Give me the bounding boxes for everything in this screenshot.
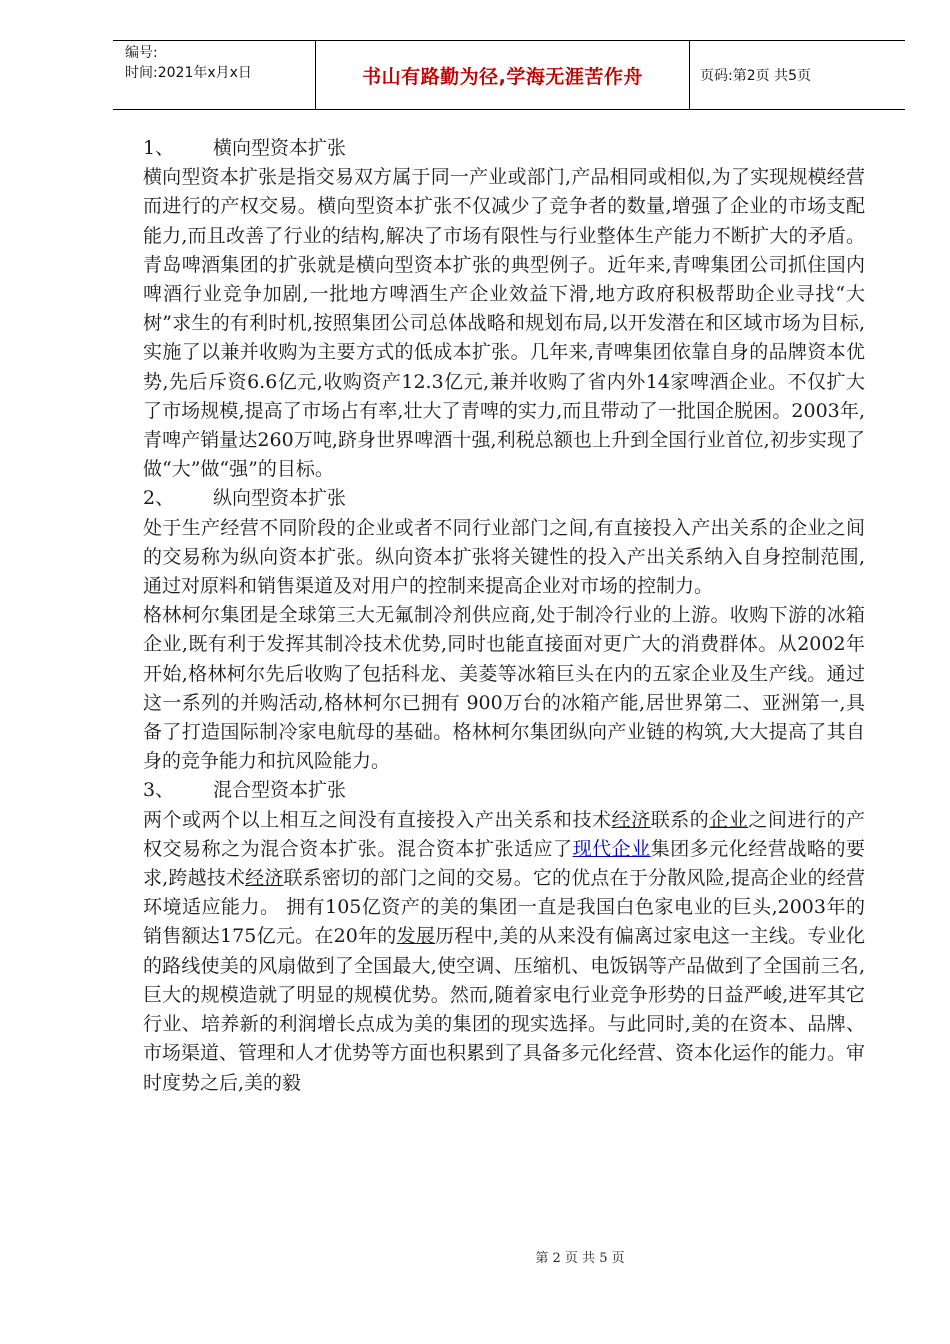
header-page-label: 页码:第2页 共5页 <box>700 68 811 84</box>
link-development[interactable]: 发展 <box>396 925 436 948</box>
page-footer: 第 2 页 共 5 页 <box>535 1251 625 1266</box>
number-label: 编号: <box>125 45 158 61</box>
page-header <box>113 40 905 110</box>
link-modern-enterprise[interactable]: 现代企业 <box>572 837 651 860</box>
paragraph: 横向型资本扩张是指交易双方属于同一产业或部门,产品相同或相似,为了实现规模经营而进行的产权交易。横向型资本扩张不仅减少了竞争者的数量,增强了企业的市场支配能力,而且改善了行业的结构,解决了市场有限性与行业整体生产能力不断扩大的矛盾。青岛啤酒集团的扩张就是横向型资本扩张的典型例子。近年来,青啤集团公司抓住国内啤酒行业竞争加剧,一批地方啤酒生产企业效益下滑,地方政府积极帮助企业寻找“大树”求生的有利时机,按照集团公司总体战略和规划布局,以开发潜在和区域市场为目标,实施了以兼并收购为主要方式的低成本扩张。几年来,青啤集团依靠自身的品牌资本优势,先后斥资6.6亿元,收购资产12.3亿元,兼并收购了省内外14家啤酒企业。不仅扩大了市场规模,提高了市场占有率,壮大了青啤的实力,而且带动了一批国企脱困。2003年,青啤产销量达260万吨,跻身世界啤酒十强,利税总额也上升到全国行业首位,初步实现了做“大”做“强”的目标。 <box>143 166 865 481</box>
link-enterprise[interactable]: 企业 <box>709 808 749 831</box>
link-economy[interactable]: 经济 <box>245 867 284 890</box>
section-heading-1: 1、 横向型资本扩张 <box>143 137 347 159</box>
paragraph: 两个或两个以上相互之间没有直接投入产出关系和技术经济联系的企业之间进行的产权交易称之为混合资本扩张。混合资本扩张适应了现代企业集团多元化经营战略的要求,跨越技术经济联系密切的部门之间的交易。它的优点在于分散风险,提高企业的经营环境适应能力。 拥有105亿资产的美的集团一直是我国白色家电业的巨头,2003年的销售额达175亿元。在20年的发展历程中,美的从来没有偏离过家电这一主线。专业化的路线使美的风扇做到了全国最大,使空调、压缩机、电饭锅等产品做到了全国前三名,巨大的规模造就了明显的规模优势。然而,随着家电行业竞争形势的日益严峻,进军其它行业、培养新的利润增长点成为美的集团的现实选择。与此同时,美的在资本、品牌、市场渠道、管理和人才优势等方面也积累到了具备多元化经营、资本化运作的能力。审时度势之后,美的毅 <box>143 808 866 1094</box>
time-label: 时间:2021年x月x日 <box>125 65 252 81</box>
link-economy[interactable]: 经济 <box>611 808 651 831</box>
header-motto: 书山有路勤为径,学海无涯苦作舟 <box>316 41 690 109</box>
document-body <box>143 134 865 1098</box>
paragraph: 格林柯尔集团是全球第三大无氟制冷剂供应商,处于制冷行业的上游。收购下游的冰箱企业,既有利于发挥其制冷技术优势,同时也能直接面对更广大的消费群体。从2002年开始,格林柯尔先后收购了包括科龙、美菱等冰箱巨头在内的五家企业及生产线。通过这一系列的并购活动,格林柯尔已拥有 900万台的冰箱产能,居世界第二、亚洲第一,具备了打造国际制冷家电航母的基础。格林柯尔集团纵向产业链的构筑,大大提高了其自身的竞争能力和抗风险能力。 <box>143 604 865 773</box>
paragraph: 处于生产经营不同阶段的企业或者不同行业部门之间,有直接投入产出关系的企业之间的交易称为纵向资本扩张。纵向资本扩张将关键性的投入产出关系纳入自身控制范围,通过对原料和销售渠道及对用户的控制来提高企业对市场的控制力。 <box>143 516 865 598</box>
section-heading-2: 2、 纵向型资本扩张 <box>143 487 347 510</box>
section-heading-3: 3、 混合型资本扩张 <box>143 779 347 802</box>
header-meta <box>113 41 316 109</box>
